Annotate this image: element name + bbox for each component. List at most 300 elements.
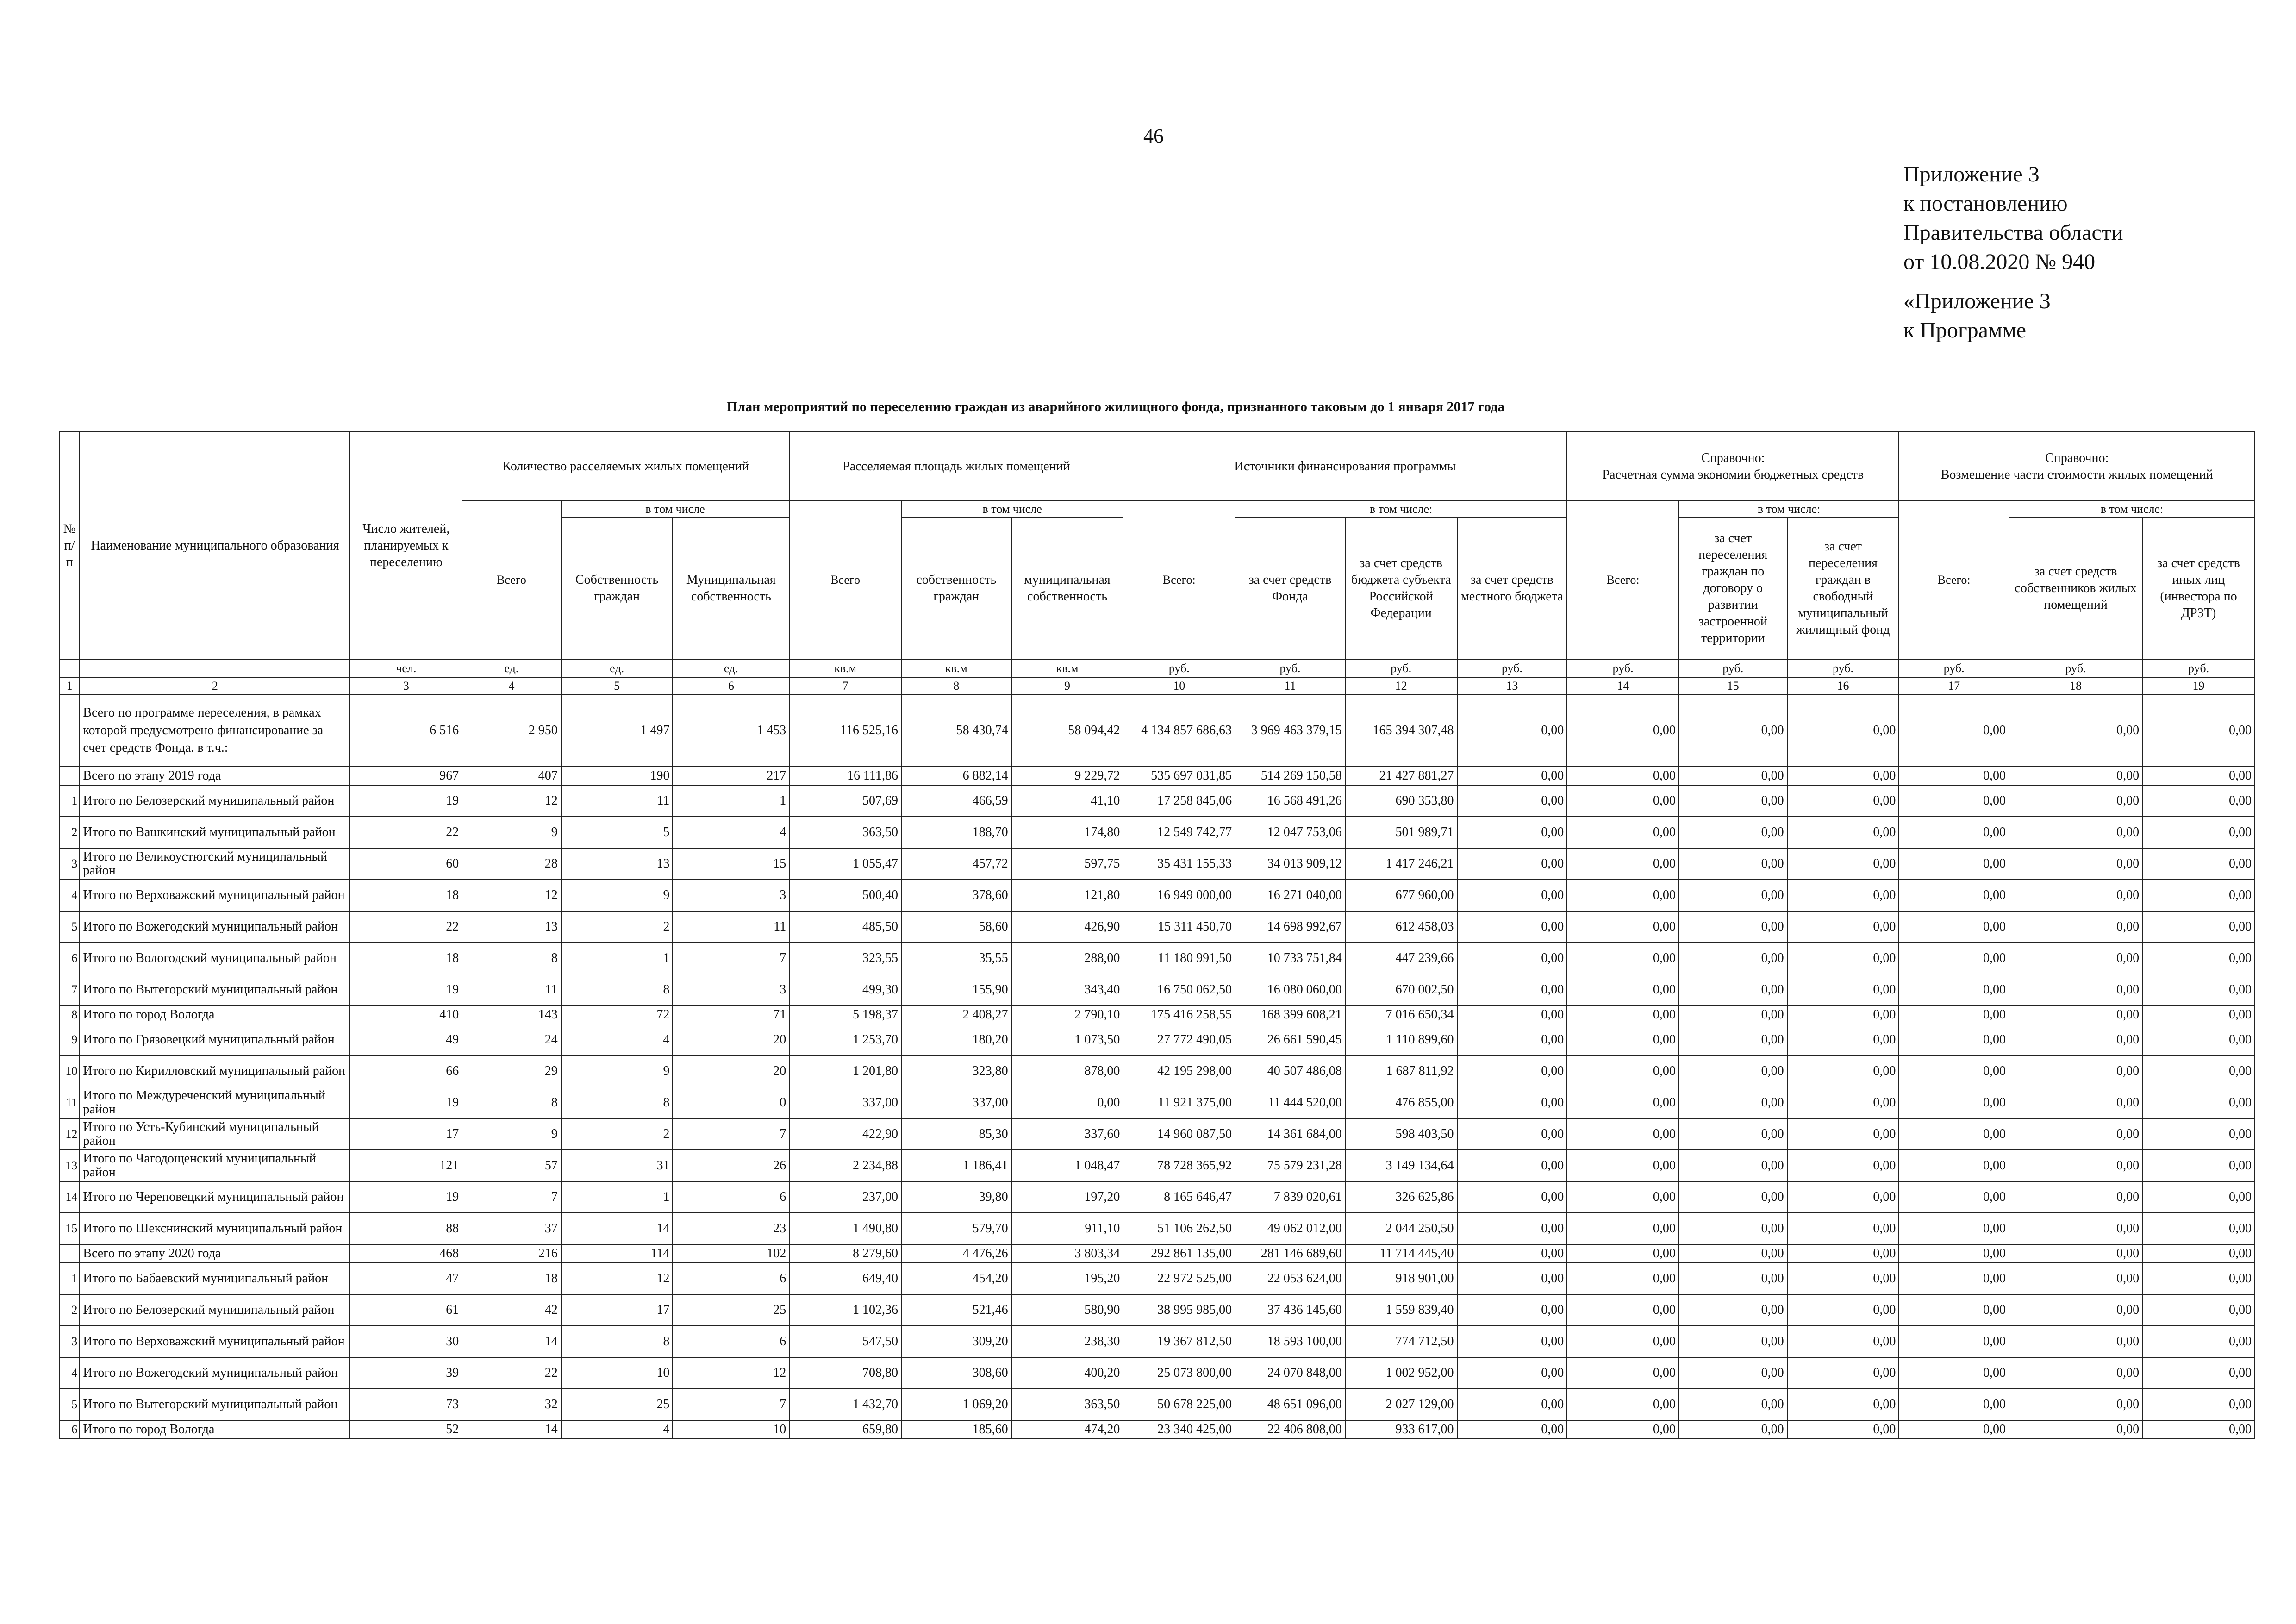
group-header-area: Расселяемая площадь жилых помещений [789, 432, 1123, 501]
value-cell: 47 [350, 1263, 462, 1294]
col-header-econ-free-fund: за счет переселения граждан в свободный муниципальный жилищный фонд [1787, 518, 1899, 659]
column-numbers-row [59, 678, 2255, 694]
value-cell: 0,00 [2142, 974, 2255, 1006]
value-cell: 0,00 [1567, 848, 1679, 880]
value-cell: 309,20 [901, 1326, 1011, 1357]
value-cell: 0,00 [1567, 1244, 1679, 1263]
col-header-qty-citizens: Собственность граждан [561, 518, 673, 659]
value-cell: 4 [561, 1024, 673, 1056]
value-cell: 39 [350, 1357, 462, 1389]
subgroup-header-incl: в том числе [901, 501, 1123, 518]
units-row [59, 659, 2255, 678]
table-row [59, 1150, 2255, 1181]
value-cell: 967 [350, 767, 462, 785]
stage-total-row [59, 767, 2255, 785]
value-cell: 0,00 [2009, 1357, 2142, 1389]
unit-cell: ед. [673, 659, 789, 678]
value-cell: 0,00 [2142, 767, 2255, 785]
value-cell: 0,00 [2009, 974, 2142, 1006]
table-row [59, 1326, 2255, 1357]
column-number-cell: 8 [901, 678, 1011, 694]
value-cell: 0,00 [1457, 1213, 1567, 1244]
value-cell: 0,00 [1787, 1056, 1899, 1087]
col-header-qty-municipal: Муниципальная собственность [673, 518, 789, 659]
value-cell: 0,00 [2009, 1294, 2142, 1326]
group-header-economy: Справочно: Расчетная сумма экономии бюджетных средств [1567, 432, 1899, 501]
column-number-cell: 3 [350, 678, 462, 694]
value-cell: 71 [673, 1006, 789, 1024]
value-cell: 0,00 [1679, 1420, 1787, 1439]
row-number: 9 [59, 1024, 80, 1056]
value-cell: 16 080 060,00 [1235, 974, 1345, 1006]
value-cell: 6 [673, 1263, 789, 1294]
value-cell: 237,00 [789, 1181, 901, 1213]
value-cell: 85,30 [901, 1118, 1011, 1150]
value-cell: 0,00 [2142, 1420, 2255, 1439]
value-cell: 0,00 [2142, 1389, 2255, 1420]
unit-cell: руб. [2142, 659, 2255, 678]
row-number: 10 [59, 1056, 80, 1087]
value-cell: 8 279,60 [789, 1244, 901, 1263]
row-number: 2 [59, 1294, 80, 1326]
value-cell: 61 [350, 1294, 462, 1326]
value-cell: 26 661 590,45 [1235, 1024, 1345, 1056]
value-cell: 0,00 [1899, 1181, 2009, 1213]
value-cell: 0,00 [1567, 1357, 1679, 1389]
value-cell: 0,00 [1899, 848, 2009, 880]
table-row [59, 880, 2255, 911]
value-cell: 1 002 952,00 [1345, 1357, 1457, 1389]
value-cell: 323,80 [901, 1056, 1011, 1087]
value-cell: 0,00 [1567, 1150, 1679, 1181]
value-cell: 0,00 [2009, 1263, 2142, 1294]
value-cell: 2 408,27 [901, 1006, 1011, 1024]
value-cell: 0,00 [1567, 911, 1679, 943]
value-cell: 0,00 [2142, 911, 2255, 943]
value-cell: 12 [673, 1357, 789, 1389]
value-cell: 1 559 839,40 [1345, 1294, 1457, 1326]
value-cell: 0,00 [2009, 817, 2142, 848]
value-cell: 0,00 [1457, 1357, 1567, 1389]
value-cell: 2 044 250,50 [1345, 1213, 1457, 1244]
value-cell: 0,00 [1899, 1263, 2009, 1294]
value-cell: 15 [673, 848, 789, 880]
table-row [59, 1087, 2255, 1118]
subgroup-header-incl: в том числе: [1235, 501, 1567, 518]
value-cell: 14 [462, 1326, 561, 1357]
group-header-financing: Источники финансирования программы [1123, 432, 1567, 501]
value-cell: 670 002,50 [1345, 974, 1457, 1006]
value-cell: 0,00 [1679, 1006, 1787, 1024]
value-cell: 0,00 [2009, 1244, 2142, 1263]
value-cell: 0,00 [1899, 943, 2009, 974]
table-row [59, 1389, 2255, 1420]
value-cell: 1 110 899,60 [1345, 1024, 1457, 1056]
value-cell: 0,00 [2009, 1389, 2142, 1420]
municipality-name: Итого по город Вологда [80, 1420, 350, 1439]
column-number-cell: 1 [59, 678, 80, 694]
value-cell: 422,90 [789, 1118, 901, 1150]
value-cell: 16 949 000,00 [1123, 880, 1235, 911]
value-cell: 238,30 [1011, 1326, 1123, 1357]
table-row [59, 911, 2255, 943]
value-cell: 0,00 [1679, 1181, 1787, 1213]
column-number-cell: 6 [673, 678, 789, 694]
appendix-block [1903, 160, 2123, 345]
column-number-cell: 12 [1345, 678, 1457, 694]
row-number: 11 [59, 1087, 80, 1118]
group-header-compensation: Справочно: Возмещение части стоимости жилых помещений [1899, 432, 2255, 501]
value-cell: 457,72 [901, 848, 1011, 880]
column-number-cell: 14 [1567, 678, 1679, 694]
value-cell: 60 [350, 848, 462, 880]
value-cell: 35 431 155,33 [1123, 848, 1235, 880]
value-cell: 9 [561, 880, 673, 911]
col-header-num: № п/п [59, 432, 80, 659]
value-cell: 72 [561, 1006, 673, 1024]
table-row [59, 1420, 2255, 1439]
value-cell: 288,00 [1011, 943, 1123, 974]
value-cell: 13 [462, 911, 561, 943]
value-cell: 165 394 307,48 [1345, 694, 1457, 767]
value-cell: 66 [350, 1056, 462, 1087]
value-cell: 30 [350, 1326, 462, 1357]
row-number: 15 [59, 1213, 80, 1244]
value-cell: 8 [561, 974, 673, 1006]
value-cell: 40 507 486,08 [1235, 1056, 1345, 1087]
value-cell: 0,00 [1567, 1006, 1679, 1024]
table-row [59, 817, 2255, 848]
value-cell: 14 960 087,50 [1123, 1118, 1235, 1150]
value-cell: 0,00 [1679, 1150, 1787, 1181]
column-number-cell: 19 [2142, 678, 2255, 694]
value-cell: 1 186,41 [901, 1150, 1011, 1181]
col-header-comp-investors: за счет средств иных лиц (инвестора по ДРЗТ) [2142, 518, 2255, 659]
municipality-name: Итого по Вожегодский муниципальный район [80, 1357, 350, 1389]
row-number: 4 [59, 880, 80, 911]
value-cell: 18 [462, 1263, 561, 1294]
value-cell: 0,00 [1787, 1294, 1899, 1326]
value-cell: 34 013 909,12 [1235, 848, 1345, 880]
value-cell: 15 311 450,70 [1123, 911, 1235, 943]
value-cell: 22 [350, 817, 462, 848]
value-cell: 19 [350, 785, 462, 817]
col-header-subject-budget: за счет средств бюджета субъекта Российской Федерации [1345, 518, 1457, 659]
value-cell: 41,10 [1011, 785, 1123, 817]
value-cell: 14 [561, 1213, 673, 1244]
row-number: 3 [59, 848, 80, 880]
value-cell: 0,00 [2009, 1213, 2142, 1244]
value-cell: 0,00 [1679, 1389, 1787, 1420]
value-cell: 0,00 [1567, 1263, 1679, 1294]
table-row [59, 848, 2255, 880]
value-cell: 337,00 [901, 1087, 1011, 1118]
value-cell: 42 [462, 1294, 561, 1326]
municipality-name: Итого по город Вологда [80, 1006, 350, 1024]
value-cell: 0,00 [1679, 1024, 1787, 1056]
value-cell: 1 497 [561, 694, 673, 767]
value-cell: 22 [350, 911, 462, 943]
column-number-cell: 18 [2009, 678, 2142, 694]
value-cell: 22 406 808,00 [1235, 1420, 1345, 1439]
value-cell: 7 839 020,61 [1235, 1181, 1345, 1213]
value-cell: 9 [462, 1118, 561, 1150]
value-cell: 19 [350, 1087, 462, 1118]
value-cell: 0,00 [1679, 1357, 1787, 1389]
value-cell: 0,00 [1679, 1118, 1787, 1150]
value-cell: 474,20 [1011, 1420, 1123, 1439]
value-cell: 598 403,50 [1345, 1118, 1457, 1150]
value-cell: 58 094,42 [1011, 694, 1123, 767]
value-cell: 19 [350, 1181, 462, 1213]
value-cell: 0,00 [1899, 1024, 2009, 1056]
value-cell: 58,60 [901, 911, 1011, 943]
table-row [59, 1213, 2255, 1244]
value-cell: 0,00 [1787, 1087, 1899, 1118]
value-cell: 0,00 [1567, 1181, 1679, 1213]
value-cell: 0,00 [2142, 694, 2255, 767]
value-cell: 0,00 [2009, 848, 2142, 880]
value-cell: 116 525,16 [789, 694, 901, 767]
value-cell: 0,00 [1567, 1056, 1679, 1087]
value-cell: 0,00 [1567, 694, 1679, 767]
value-cell: 9 [462, 817, 561, 848]
value-cell: 4 [561, 1420, 673, 1439]
value-cell: 16 271 040,00 [1235, 880, 1345, 911]
value-cell: 0,00 [1899, 767, 2009, 785]
value-cell: 10 [561, 1357, 673, 1389]
value-cell: 0,00 [1567, 1087, 1679, 1118]
value-cell: 499,30 [789, 974, 901, 1006]
value-cell: 17 [350, 1118, 462, 1150]
value-cell: 39,80 [901, 1181, 1011, 1213]
value-cell: 35,55 [901, 943, 1011, 974]
value-cell: 535 697 031,85 [1123, 767, 1235, 785]
value-cell: 918 901,00 [1345, 1263, 1457, 1294]
value-cell: 0,00 [1567, 1213, 1679, 1244]
municipality-name: Итого по Междуреченский муниципальный район [80, 1087, 350, 1118]
value-cell: 24 [462, 1024, 561, 1056]
value-cell: 1 490,80 [789, 1213, 901, 1244]
value-cell: 0,00 [2142, 1326, 2255, 1357]
unit-cell: руб. [1123, 659, 1235, 678]
value-cell: 12 [561, 1263, 673, 1294]
value-cell: 3 [673, 880, 789, 911]
value-cell: 52 [350, 1420, 462, 1439]
value-cell: 17 [561, 1294, 673, 1326]
value-cell: 1 048,47 [1011, 1150, 1123, 1181]
value-cell: 0,00 [1567, 880, 1679, 911]
value-cell: 0,00 [2009, 1024, 2142, 1056]
value-cell: 500,40 [789, 880, 901, 911]
value-cell: 0,00 [1787, 817, 1899, 848]
value-cell: 0,00 [1899, 1294, 2009, 1326]
value-cell: 3 [673, 974, 789, 1006]
value-cell: 0,00 [1787, 1357, 1899, 1389]
value-cell: 0,00 [1787, 1389, 1899, 1420]
row-number: 1 [59, 785, 80, 817]
value-cell: 447 239,66 [1345, 943, 1457, 974]
value-cell: 8 [462, 943, 561, 974]
municipality-name: Всего по этапу 2019 года [80, 767, 350, 785]
value-cell: 0,00 [1679, 848, 1787, 880]
row-number: 6 [59, 943, 80, 974]
value-cell: 6 [673, 1326, 789, 1357]
municipality-name: Итого по Белозерский муниципальный район [80, 785, 350, 817]
value-cell: 649,40 [789, 1263, 901, 1294]
value-cell: 7 [462, 1181, 561, 1213]
value-cell: 1 453 [673, 694, 789, 767]
row-number: 8 [59, 1006, 80, 1024]
value-cell: 0,00 [1899, 974, 2009, 1006]
value-cell: 17 258 845,06 [1123, 785, 1235, 817]
value-cell: 26 [673, 1150, 789, 1181]
value-cell: 0,00 [1457, 1181, 1567, 1213]
value-cell: 50 678 225,00 [1123, 1389, 1235, 1420]
value-cell: 0,00 [2142, 1263, 2255, 1294]
value-cell: 507,69 [789, 785, 901, 817]
value-cell: 0,00 [2142, 817, 2255, 848]
value-cell: 27 772 490,05 [1123, 1024, 1235, 1056]
row-number: 13 [59, 1150, 80, 1181]
value-cell: 180,20 [901, 1024, 1011, 1056]
value-cell: 0,00 [1567, 1118, 1679, 1150]
value-cell: 0,00 [1787, 1181, 1899, 1213]
value-cell: 0,00 [1679, 817, 1787, 848]
value-cell: 0,00 [1899, 1056, 2009, 1087]
value-cell: 6 882,14 [901, 767, 1011, 785]
value-cell: 0,00 [2009, 694, 2142, 767]
value-cell: 12 549 742,77 [1123, 817, 1235, 848]
value-cell: 11 444 520,00 [1235, 1087, 1345, 1118]
program-total-row [59, 694, 2255, 767]
value-cell: 0,00 [1787, 1150, 1899, 1181]
table-row [59, 1357, 2255, 1389]
value-cell: 11 [462, 974, 561, 1006]
value-cell: 0,00 [1457, 785, 1567, 817]
row-number: 5 [59, 911, 80, 943]
municipality-name: Итого по Шекснинский муниципальный район [80, 1213, 350, 1244]
value-cell: 1 417 246,21 [1345, 848, 1457, 880]
column-number-cell: 7 [789, 678, 901, 694]
value-cell: 14 698 992,67 [1235, 911, 1345, 943]
value-cell: 454,20 [901, 1263, 1011, 1294]
value-cell: 25 [561, 1389, 673, 1420]
municipality-name: Итого по Череповецкий муниципальный район [80, 1181, 350, 1213]
value-cell: 343,40 [1011, 974, 1123, 1006]
value-cell: 21 427 881,27 [1345, 767, 1457, 785]
value-cell: 292 861 135,00 [1123, 1244, 1235, 1263]
value-cell: 0,00 [2009, 880, 2142, 911]
value-cell: 0,00 [1457, 1244, 1567, 1263]
value-cell: 0,00 [1899, 880, 2009, 911]
value-cell: 0,00 [2142, 943, 2255, 974]
value-cell: 0,00 [2009, 1006, 2142, 1024]
value-cell: 22 053 624,00 [1235, 1263, 1345, 1294]
value-cell: 0,00 [2142, 1024, 2255, 1056]
value-cell: 0,00 [1457, 694, 1567, 767]
value-cell: 0,00 [2142, 1118, 2255, 1150]
value-cell: 911,10 [1011, 1213, 1123, 1244]
value-cell: 8 [462, 1087, 561, 1118]
column-number-cell: 16 [1787, 678, 1899, 694]
unit-cell: руб. [2009, 659, 2142, 678]
municipality-name: Всего по программе переселения, в рамках которой предусмотрено финансирование за счет средств Фонда. в т.ч.: [80, 694, 350, 767]
value-cell: 6 [673, 1181, 789, 1213]
value-cell: 4 476,26 [901, 1244, 1011, 1263]
value-cell: 48 651 096,00 [1235, 1389, 1345, 1420]
col-header-name: Наименование муниципального образования [80, 432, 350, 659]
value-cell: 0,00 [1457, 1150, 1567, 1181]
value-cell: 0,00 [1679, 1213, 1787, 1244]
value-cell: 485,50 [789, 911, 901, 943]
value-cell: 521,46 [901, 1294, 1011, 1326]
value-cell: 0,00 [2009, 943, 2142, 974]
value-cell: 0,00 [1457, 848, 1567, 880]
value-cell: 0,00 [1457, 1118, 1567, 1150]
value-cell: 0,00 [1679, 1263, 1787, 1294]
value-cell: 612 458,03 [1345, 911, 1457, 943]
table-row [59, 1181, 2255, 1213]
value-cell: 23 340 425,00 [1123, 1420, 1235, 1439]
column-number-cell: 17 [1899, 678, 2009, 694]
value-cell: 0,00 [1787, 1420, 1899, 1439]
table-row [59, 1294, 2255, 1326]
value-cell: 363,50 [1011, 1389, 1123, 1420]
value-cell: 10 [673, 1420, 789, 1439]
row-number: 5 [59, 1389, 80, 1420]
appendix-line: «Приложение 3 [1903, 289, 2051, 313]
municipality-name: Итого по Бабаевский муниципальный район [80, 1263, 350, 1294]
row-number: 1 [59, 1263, 80, 1294]
value-cell: 18 [350, 943, 462, 974]
row-number [59, 1244, 80, 1263]
value-cell: 216 [462, 1244, 561, 1263]
unit-cell: ед. [462, 659, 561, 678]
municipality-name: Итого по Верховажский муниципальный район [80, 880, 350, 911]
value-cell: 0,00 [2009, 1087, 2142, 1118]
col-header-area-citizens: собственность граждан [901, 518, 1011, 659]
value-cell: 11 180 991,50 [1123, 943, 1235, 974]
column-number-cell: 9 [1011, 678, 1123, 694]
col-header-fund: за счет средств Фонда [1235, 518, 1345, 659]
value-cell: 468 [350, 1244, 462, 1263]
col-header-comp-owners: за счет средств собственников жилых помещений [2009, 518, 2142, 659]
value-cell: 326 625,86 [1345, 1181, 1457, 1213]
subgroup-header-incl: в том числе: [1679, 501, 1899, 518]
value-cell: 0,00 [1787, 1263, 1899, 1294]
value-cell: 0,00 [1787, 1213, 1899, 1244]
page-number: 46 [1143, 125, 1164, 147]
col-header-econ-development: за счет переселения граждан по договору о развитии застроенной территории [1679, 518, 1787, 659]
column-number-cell: 4 [462, 678, 561, 694]
value-cell: 0,00 [1567, 817, 1679, 848]
value-cell: 1 [561, 943, 673, 974]
value-cell: 185,60 [901, 1420, 1011, 1439]
value-cell: 155,90 [901, 974, 1011, 1006]
value-cell: 0,00 [1567, 943, 1679, 974]
municipality-name: Всего по этапу 2020 года [80, 1244, 350, 1263]
value-cell: 0,00 [1567, 1326, 1679, 1357]
value-cell: 0,00 [2009, 911, 2142, 943]
table-row [59, 1024, 2255, 1056]
unit-cell: руб. [1679, 659, 1787, 678]
value-cell: 0,00 [1679, 974, 1787, 1006]
value-cell: 49 062 012,00 [1235, 1213, 1345, 1244]
value-cell: 121,80 [1011, 880, 1123, 911]
value-cell: 22 972 525,00 [1123, 1263, 1235, 1294]
value-cell: 0,00 [1899, 1213, 2009, 1244]
